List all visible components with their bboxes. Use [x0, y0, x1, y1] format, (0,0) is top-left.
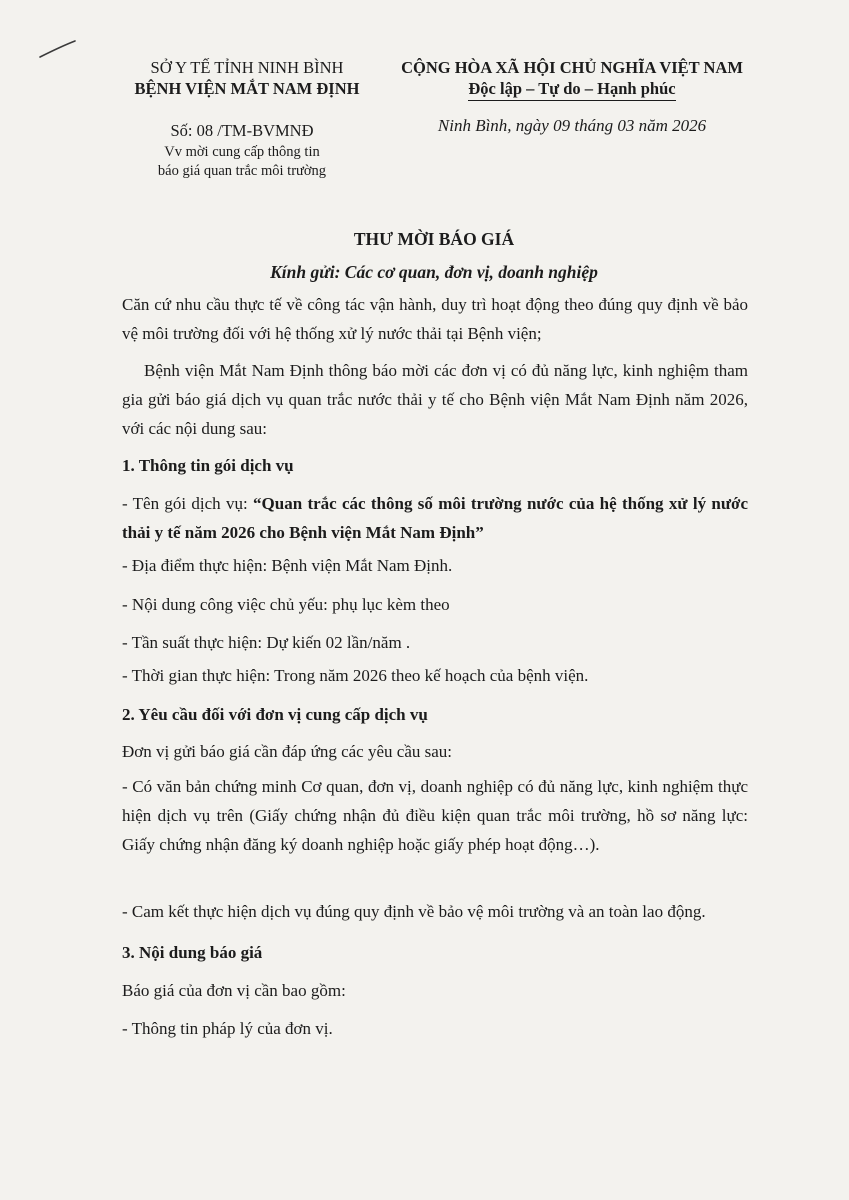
requirement-1: - Có văn bản chứng minh Cơ quan, đơn vị, doanh nghiệp có đủ năng lực, kinh nghiệm thực hiện dịch vụ trên (Giấy chứng nhận đủ điều kiện quan trắc môi trường, hồ sơ năng lực: Giấy chứng nhận đăng ký doanh nghiệp hoặc giấy phép hoạt động…).	[122, 777, 748, 854]
package-name: “Quan trắc các thông số môi trường nước của hệ thống xử lý nước thải y tế năm 2026 cho Bệnh viện Mắt Nam Định”	[122, 494, 748, 542]
pen-stroke-mark	[38, 38, 78, 60]
invitation-paragraph: Bệnh viện Mắt Nam Định thông báo mời các đơn vị có đủ năng lực, kinh nghiệm tham gia gửi báo giá dịch vụ quan trắc nước thải y tế cho Bệnh viện Mắt Nam Định năm 2026, với các nội dung sau:	[122, 361, 748, 438]
package-prefix: - Tên gói dịch vụ:	[122, 494, 254, 513]
quotation-item-1: - Thông tin pháp lý của đơn vị.	[122, 1019, 333, 1038]
organization-name: BỆNH VIỆN MẮT NAM ĐỊNH	[134, 79, 360, 98]
section-3-heading: 3. Nội dung báo giá	[122, 943, 263, 962]
basis-paragraph: Căn cứ nhu cầu thực tế về công tác vận hành, duy trì hoạt động theo đúng quy định về bảo vệ môi trường đối với hệ thống xử lý nước thải tại Bệnh viện;	[122, 295, 748, 343]
location-line: - Địa điểm thực hiện: Bệnh viện Mắt Nam Định.	[122, 556, 453, 575]
agency-name: SỞ Y TẾ TỈNH NINH BÌNH	[150, 58, 344, 77]
document-title: THƯ MỜI BÁO GIÁ	[353, 229, 515, 249]
issuer-block	[107, 57, 387, 99]
place-and-date: Ninh Bình, ngày 09 tháng 03 năm 2026	[437, 116, 707, 135]
section-2-heading: 2. Yêu cầu đối với đơn vị cung cấp dịch vụ	[122, 705, 428, 724]
national-heading	[384, 57, 760, 101]
subject-line-2: báo giá quan trắc môi trường	[157, 163, 327, 179]
section-1-heading: 1. Thông tin gói dịch vụ	[122, 456, 294, 475]
document-subject	[117, 143, 367, 181]
quotation-intro: Báo giá của đơn vị cần bao gồm:	[122, 981, 346, 1000]
requirements-intro: Đơn vị gửi báo giá cần đáp ứng các yêu cầu sau:	[122, 742, 452, 761]
nation-name: CỘNG HÒA XÃ HỘI CHỦ NGHĨA VIỆT NAM	[401, 58, 743, 77]
time-line: - Thời gian thực hiện: Trong năm 2026 theo kế hoạch của bệnh viện.	[122, 666, 589, 685]
frequency-line: - Tần suất thực hiện: Dự kiến 02 lần/năm .	[122, 633, 411, 652]
document-number: Số: 08 /TM-BVMNĐ	[170, 121, 314, 140]
national-motto: Độc lập – Tự do – Hạnh phúc	[468, 78, 675, 101]
content-line: - Nội dung công việc chủ yếu: phụ lục kèm theo	[122, 595, 450, 614]
subject-line-1: Vv mời cung cấp thông tin	[164, 144, 320, 160]
requirement-2: - Cam kết thực hiện dịch vụ đúng quy định về bảo vệ môi trường và an toàn lao động.	[122, 902, 706, 921]
package-name-paragraph	[122, 489, 748, 547]
greeting: Kính gửi: Các cơ quan, đơn vị, doanh nghiệp	[270, 262, 598, 282]
